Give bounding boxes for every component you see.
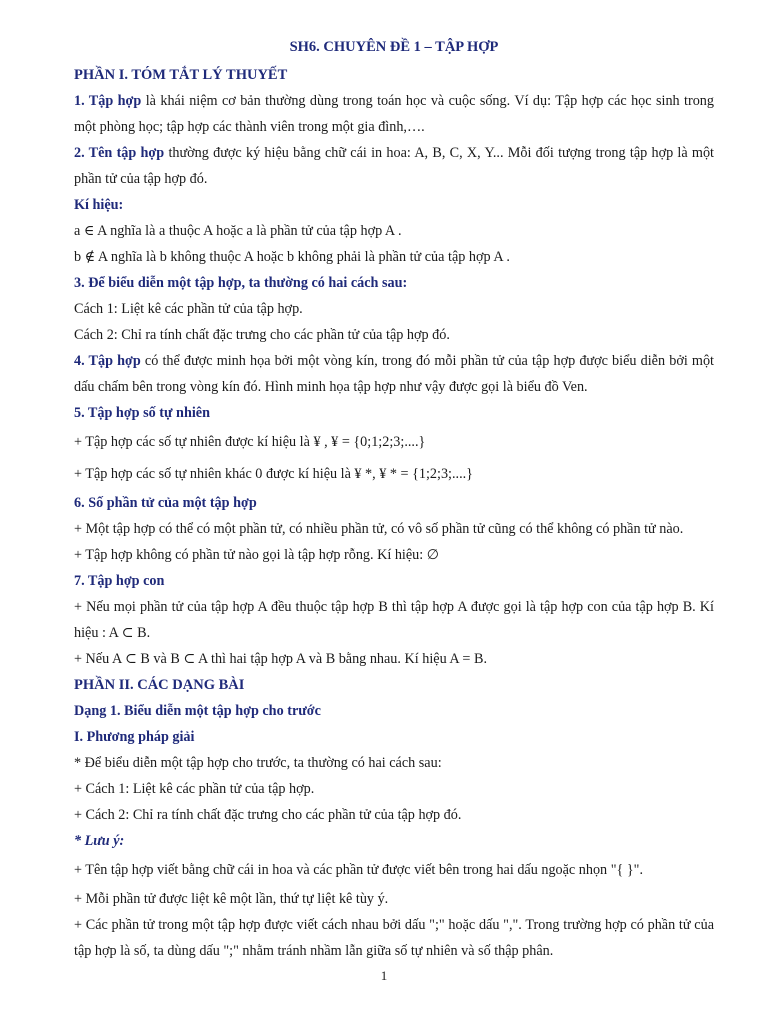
note-line-2: + Mỗi phần tử được liệt kê một lần, thứ tự liệt kê tùy ý. — [74, 891, 389, 907]
method-line-1: * Để biểu diễn một tập hợp cho trước, ta thường có hai cách sau: — [74, 755, 442, 771]
paragraph-5-heading: 5. Tập hợp số tự nhiên — [74, 405, 210, 421]
paragraph-3-way-1: Cách 1: Liệt kê các phần tử của tập hợp. — [74, 301, 303, 317]
empty-set-line: + Tập hợp không có phần tử nào gọi là tập hợp rỗng. Kí hiệu: ∅ — [74, 547, 440, 563]
paragraph-3-way-2: Cách 2: Chỉ ra tính chất đặc trưng cho các phần tử của tập hợp đó. — [74, 327, 450, 343]
page-number: 1 — [380, 968, 388, 983]
note-heading: * Lưu ý: — [74, 833, 125, 849]
natural-numbers-line-1: + Tập hợp các số tự nhiên được kí hiệu là ¥ , ¥ = {0;1;2;3;....} — [74, 434, 426, 450]
symbol-line-1: a ∈ A nghĩa là a thuộc A hoặc a là phần tử của tập hợp A . — [74, 223, 402, 239]
method-heading: I. Phương pháp giải — [74, 729, 195, 745]
paragraph-3-heading: 3. Để biểu diễn một tập hợp, ta thường có hai cách sau: — [74, 275, 408, 291]
document-page — [74, 28, 714, 964]
paragraph-6-heading: 6. Số phần tử của một tập hợp — [74, 495, 257, 511]
method-line-2: + Cách 1: Liệt kê các phần tử của tập hợp. — [74, 781, 315, 797]
document-title: SH6. CHUYÊN ĐỀ 1 – TẬP HỢP — [289, 39, 499, 55]
element-count-line-1: + Một tập hợp có thể có một phần tử, có nhiều phần tử, có vô số phần tử cũng có thể không có phần tử nào. — [74, 521, 684, 537]
natural-numbers-line-2: + Tập hợp các số tự nhiên khác 0 được kí hiệu là ¥ *, ¥ * = {1;2;3;....} — [74, 466, 473, 482]
paragraph-1-heading: 1. Tập hợp — [74, 93, 142, 109]
paragraph-1 — [74, 88, 714, 140]
paragraph-2 — [74, 140, 714, 192]
paragraph-7-heading: 7. Tập hợp con — [74, 573, 165, 589]
paragraph-4 — [74, 348, 714, 400]
symbols-heading: Kí hiệu: — [74, 197, 124, 213]
form-1-heading: Dạng 1. Biểu diễn một tập hợp cho trước — [74, 703, 321, 719]
part-2-heading: PHẦN II. CÁC DẠNG BÀI — [74, 677, 245, 693]
paragraph-2-text: thường được ký hiệu bằng chữ cái in hoa: A, B, C, X, Y... Mỗi đối tượng trong tập hợp là một phần tử của tập hợp đó. — [74, 145, 715, 187]
paragraph-2-heading: 2. Tên tập hợp — [74, 145, 165, 161]
note-line-1: + Tên tập hợp viết bằng chữ cái in hoa và các phần tử được viết bên trong hai dấu ngoặc nhọn "{ }". — [74, 862, 643, 878]
method-line-3: + Cách 2: Chỉ ra tính chất đặc trưng cho các phần tử của tập hợp đó. — [74, 807, 462, 823]
subset-line-2: + Nếu A ⊂ B và B ⊂ A thì hai tập hợp A và B bằng nhau. Kí hiệu A = B. — [74, 651, 487, 667]
paragraph-1-text: là khái niệm cơ bản thường dùng trong toán học và cuộc sống. Ví dụ: Tập hợp các học sinh trong một phòng học; tập hợp các thành viên trong một gia đình,…. — [74, 93, 714, 135]
paragraph-4-heading: 4. Tập hợp — [74, 353, 141, 369]
paragraph-4-text: có thể được minh họa bởi một vòng kín, trong đó mỗi phần tử của tập hợp được biểu diễn bởi một dấu chấm bên trong vòng kín đó. Hình minh họa tập hợp như vậy được gọi là biểu đồ Ven. — [74, 353, 714, 395]
subset-line-1: + Nếu mọi phần tử của tập hợp A đều thuộc tập hợp B thì tập hợp A được gọi là tập hợp con của tập hợp B. Kí hiệu : A ⊂ B. — [74, 599, 714, 641]
note-line-3: + Các phần tử trong một tập hợp được viết cách nhau bởi dấu ";" hoặc dấu ",". Trong trường hợp có phần tử của tập hợp là số, ta dùng dấu ";" nhằm tránh nhầm lẫn giữa số tự nhiên và số thập phân. — [74, 917, 714, 959]
symbol-line-2: b ∉ A nghĩa là b không thuộc A hoặc b không phải là phần tử của tập hợp A . — [74, 249, 510, 265]
part-1-heading: PHẦN I. TÓM TẮT LÝ THUYẾT — [74, 67, 288, 83]
